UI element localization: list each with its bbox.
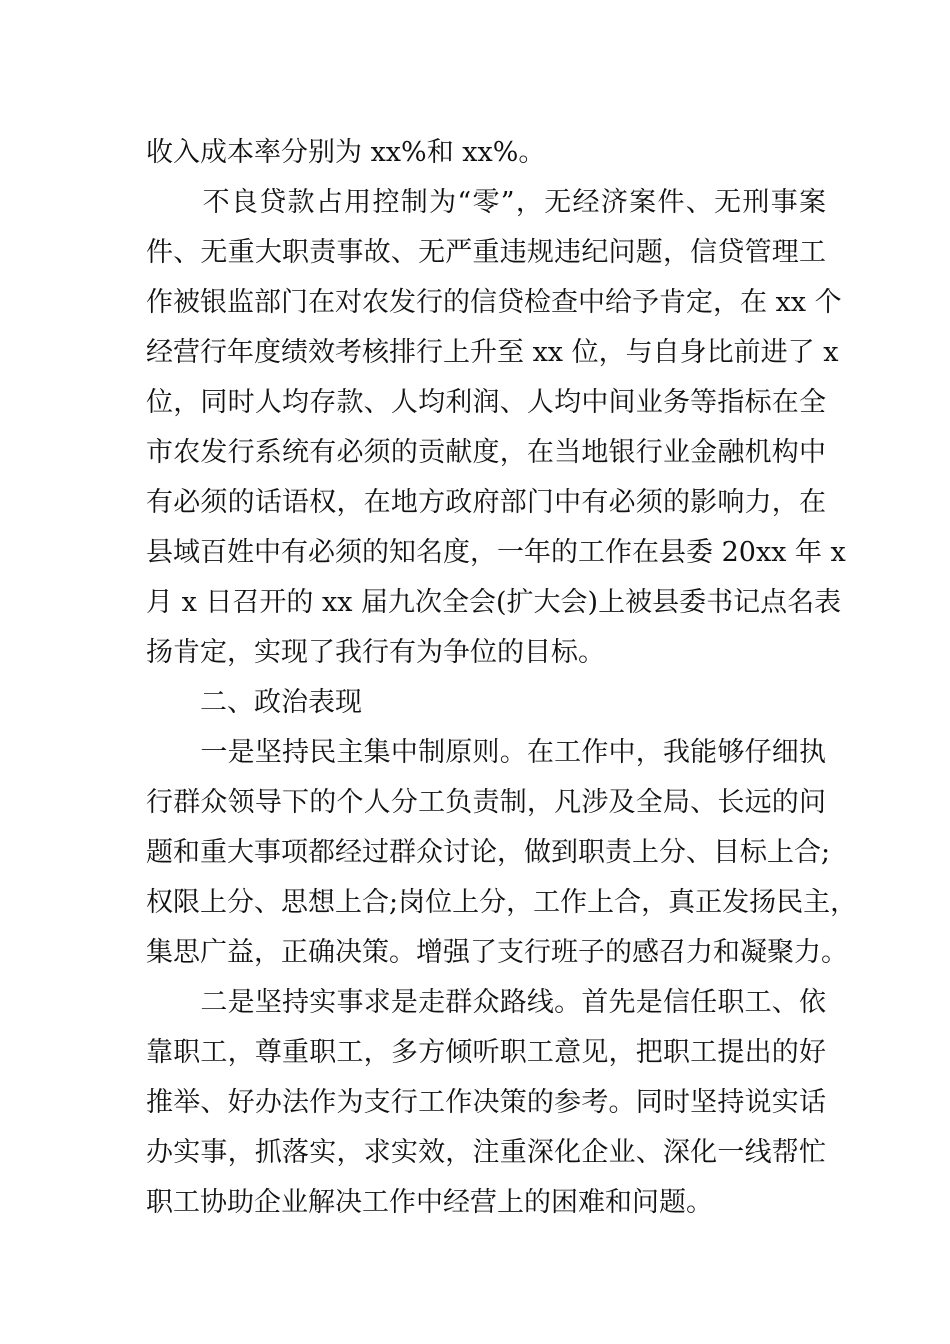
- text-line: 权限上分、思想上合;岗位上分，工作上合，真正发扬民主，: [146, 887, 858, 918]
- paragraph-nonperforming-loans: [146, 178, 846, 678]
- text-line: 件、无重大职责事故、无严重违规违纪问题，信贷管理工: [146, 237, 826, 268]
- text-line: 集思广益，正确决策。增强了支行班子的感召力和凝聚力。: [146, 937, 848, 968]
- text-line: 作被银监部门在对农发行的信贷检查中给予肯定，在 xx 个: [146, 287, 842, 318]
- section-heading: 二、政治表现: [146, 687, 362, 718]
- text-line: 行群众领导下的个人分工负责制，凡涉及全局、长远的问: [146, 787, 826, 818]
- text-line: 二是坚持实事求是走群众路线。首先是信任职工、依: [146, 987, 826, 1018]
- text-line: 月 x 日召开的 xx 届九次全会(扩大会)上被县委书记点名表: [146, 587, 842, 618]
- text-line: 职工协助企业解决工作中经营上的困难和问题。: [146, 1187, 713, 1218]
- text-line: 推举、好办法作为支行工作决策的参考。同时坚持说实话: [146, 1087, 826, 1118]
- text-line: 市农发行系统有必须的贡献度，在当地银行业金融机构中: [146, 437, 826, 468]
- paragraph-mass-line: [146, 978, 826, 1228]
- document-body: [146, 128, 858, 1228]
- text-line: 一是坚持民主集中制原则。在工作中，我能够仔细执: [146, 737, 826, 768]
- text-line: 不良贷款占用控制为“零”，无经济案件、无刑事案: [146, 187, 826, 218]
- text-line: 扬肯定，实现了我行有为争位的目标。: [146, 637, 605, 668]
- section-heading-political-performance: [146, 678, 826, 728]
- paragraph-democratic-centralism: [146, 728, 858, 978]
- text-line: 有必须的话语权，在地方政府部门中有必须的影响力，在: [146, 487, 826, 518]
- paragraph-income-cost-rate: [146, 128, 826, 178]
- text-line: 办实事，抓落实，求实效，注重深化企业、深化一线帮忙: [146, 1137, 826, 1168]
- text-line: 收入成本率分别为 xx%和 xx%。: [146, 137, 546, 168]
- text-line: 靠职工，尊重职工，多方倾听职工意见，把职工提出的好: [146, 1037, 826, 1068]
- text-line: 位，同时人均存款、人均利润、人均中间业务等指标在全: [146, 387, 826, 418]
- text-line: 题和重大事项都经过群众讨论，做到职责上分、目标上合;: [146, 837, 831, 868]
- text-line: 县域百姓中有必须的知名度，一年的工作在县委 20xx 年 x: [146, 537, 846, 568]
- text-line: 经营行年度绩效考核排行上升至 xx 位，与自身比前进了 x: [146, 337, 839, 368]
